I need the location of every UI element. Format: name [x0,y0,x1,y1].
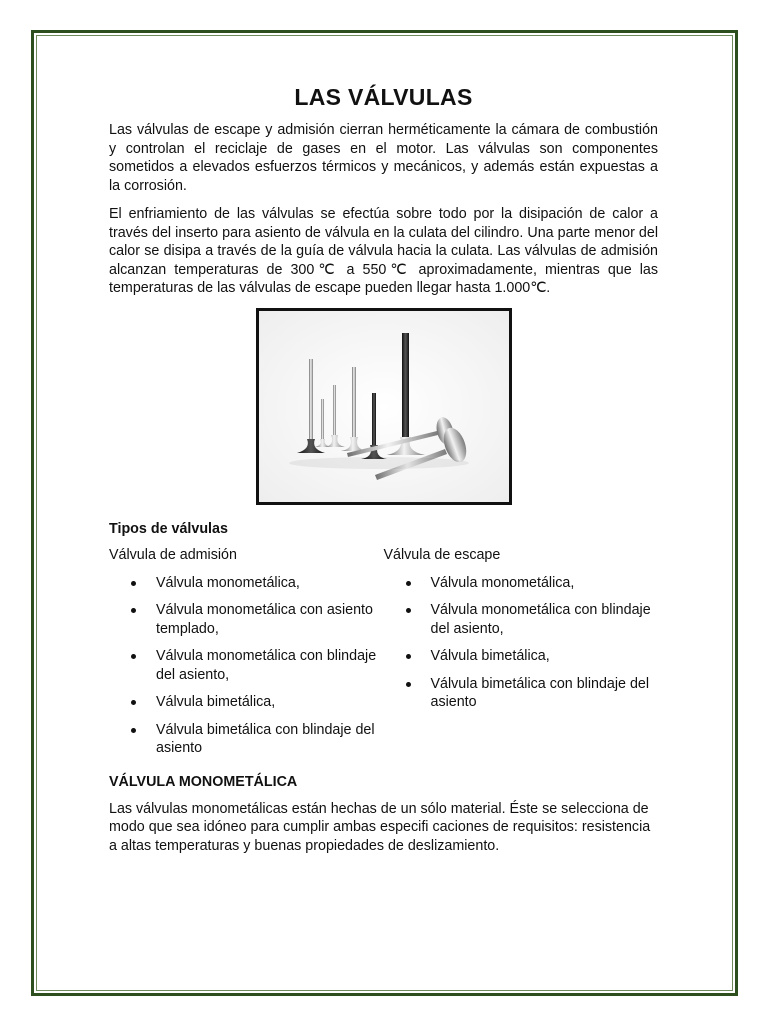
list-item: Válvula bimetálica con blindaje del asiento [384,675,659,712]
bullet-icon [406,654,411,659]
list-item: Válvula monometálica con blindaje del asiento, [109,647,384,684]
list-item: Válvula monometálica, [384,574,659,593]
bullet-icon [131,581,136,586]
exhaust-column [384,547,659,767]
document-body [109,84,658,865]
intake-list [109,574,384,758]
bullet-icon [406,682,411,687]
exhaust-heading: Válvula de escape [383,546,501,563]
bullet-icon [131,608,136,613]
intro-paragraph-1: Las válvulas de escape y admisión cierran herméticamente la cámara de combustión y controlan el reciclaje de gases en el motor. Las válvulas son componentes sometidos a elevados esfuerzos térmicos y mecánicos, y además están expuestas a la corrosión. [109,122,658,194]
bullet-icon [406,581,411,586]
list-item: Válvula bimetálica con blindaje del asiento [109,721,384,758]
bullet-icon [406,608,411,613]
valves-photo [256,308,512,505]
bullet-icon [131,654,136,659]
monometallic-heading: VÁLVULA MONOMETÁLICA [109,773,298,790]
list-item: Válvula monometálica con blindaje del asiento, [384,601,659,638]
exhaust-list [384,574,659,712]
bullet-icon [131,728,136,733]
bullet-icon [131,700,136,705]
intake-heading: Válvula de admisión [109,546,237,563]
list-item: Válvula bimetálica, [109,693,384,712]
list-item: Válvula monometálica con asiento templado, [109,601,384,638]
intro-paragraph-2: El enfriamiento de las válvulas se efectúa sobre todo por la disipación de calor a través del inserto para asiento de válvula en la culata del cilindro. Una parte menor del calor se disipa a través de la guía de válvula hacia la culata. Las válvulas de admisión alcanzan temperaturas de 300℃ a 550℃ aproximadamente, mientras que las temperaturas de las válvulas de escape pueden llegar hasta 1.000℃. [109,206,658,296]
types-heading: Tipos de válvulas [109,520,228,537]
list-item: Válvula monometálica, [109,574,384,593]
valve-types-columns [109,547,658,767]
intake-column [109,547,384,767]
list-item: Válvula bimetálica, [384,647,659,666]
monometallic-paragraph: Las válvulas monometálicas están hechas de un sólo material. Éste se selecciona de modo que sea idóneo para cumplir ambas especifi caciones de requisitos: resistencia a altas temperaturas y buenas propiedades de deslizamiento. [109,800,651,854]
page-title: LAS VÁLVULAS [294,84,473,110]
